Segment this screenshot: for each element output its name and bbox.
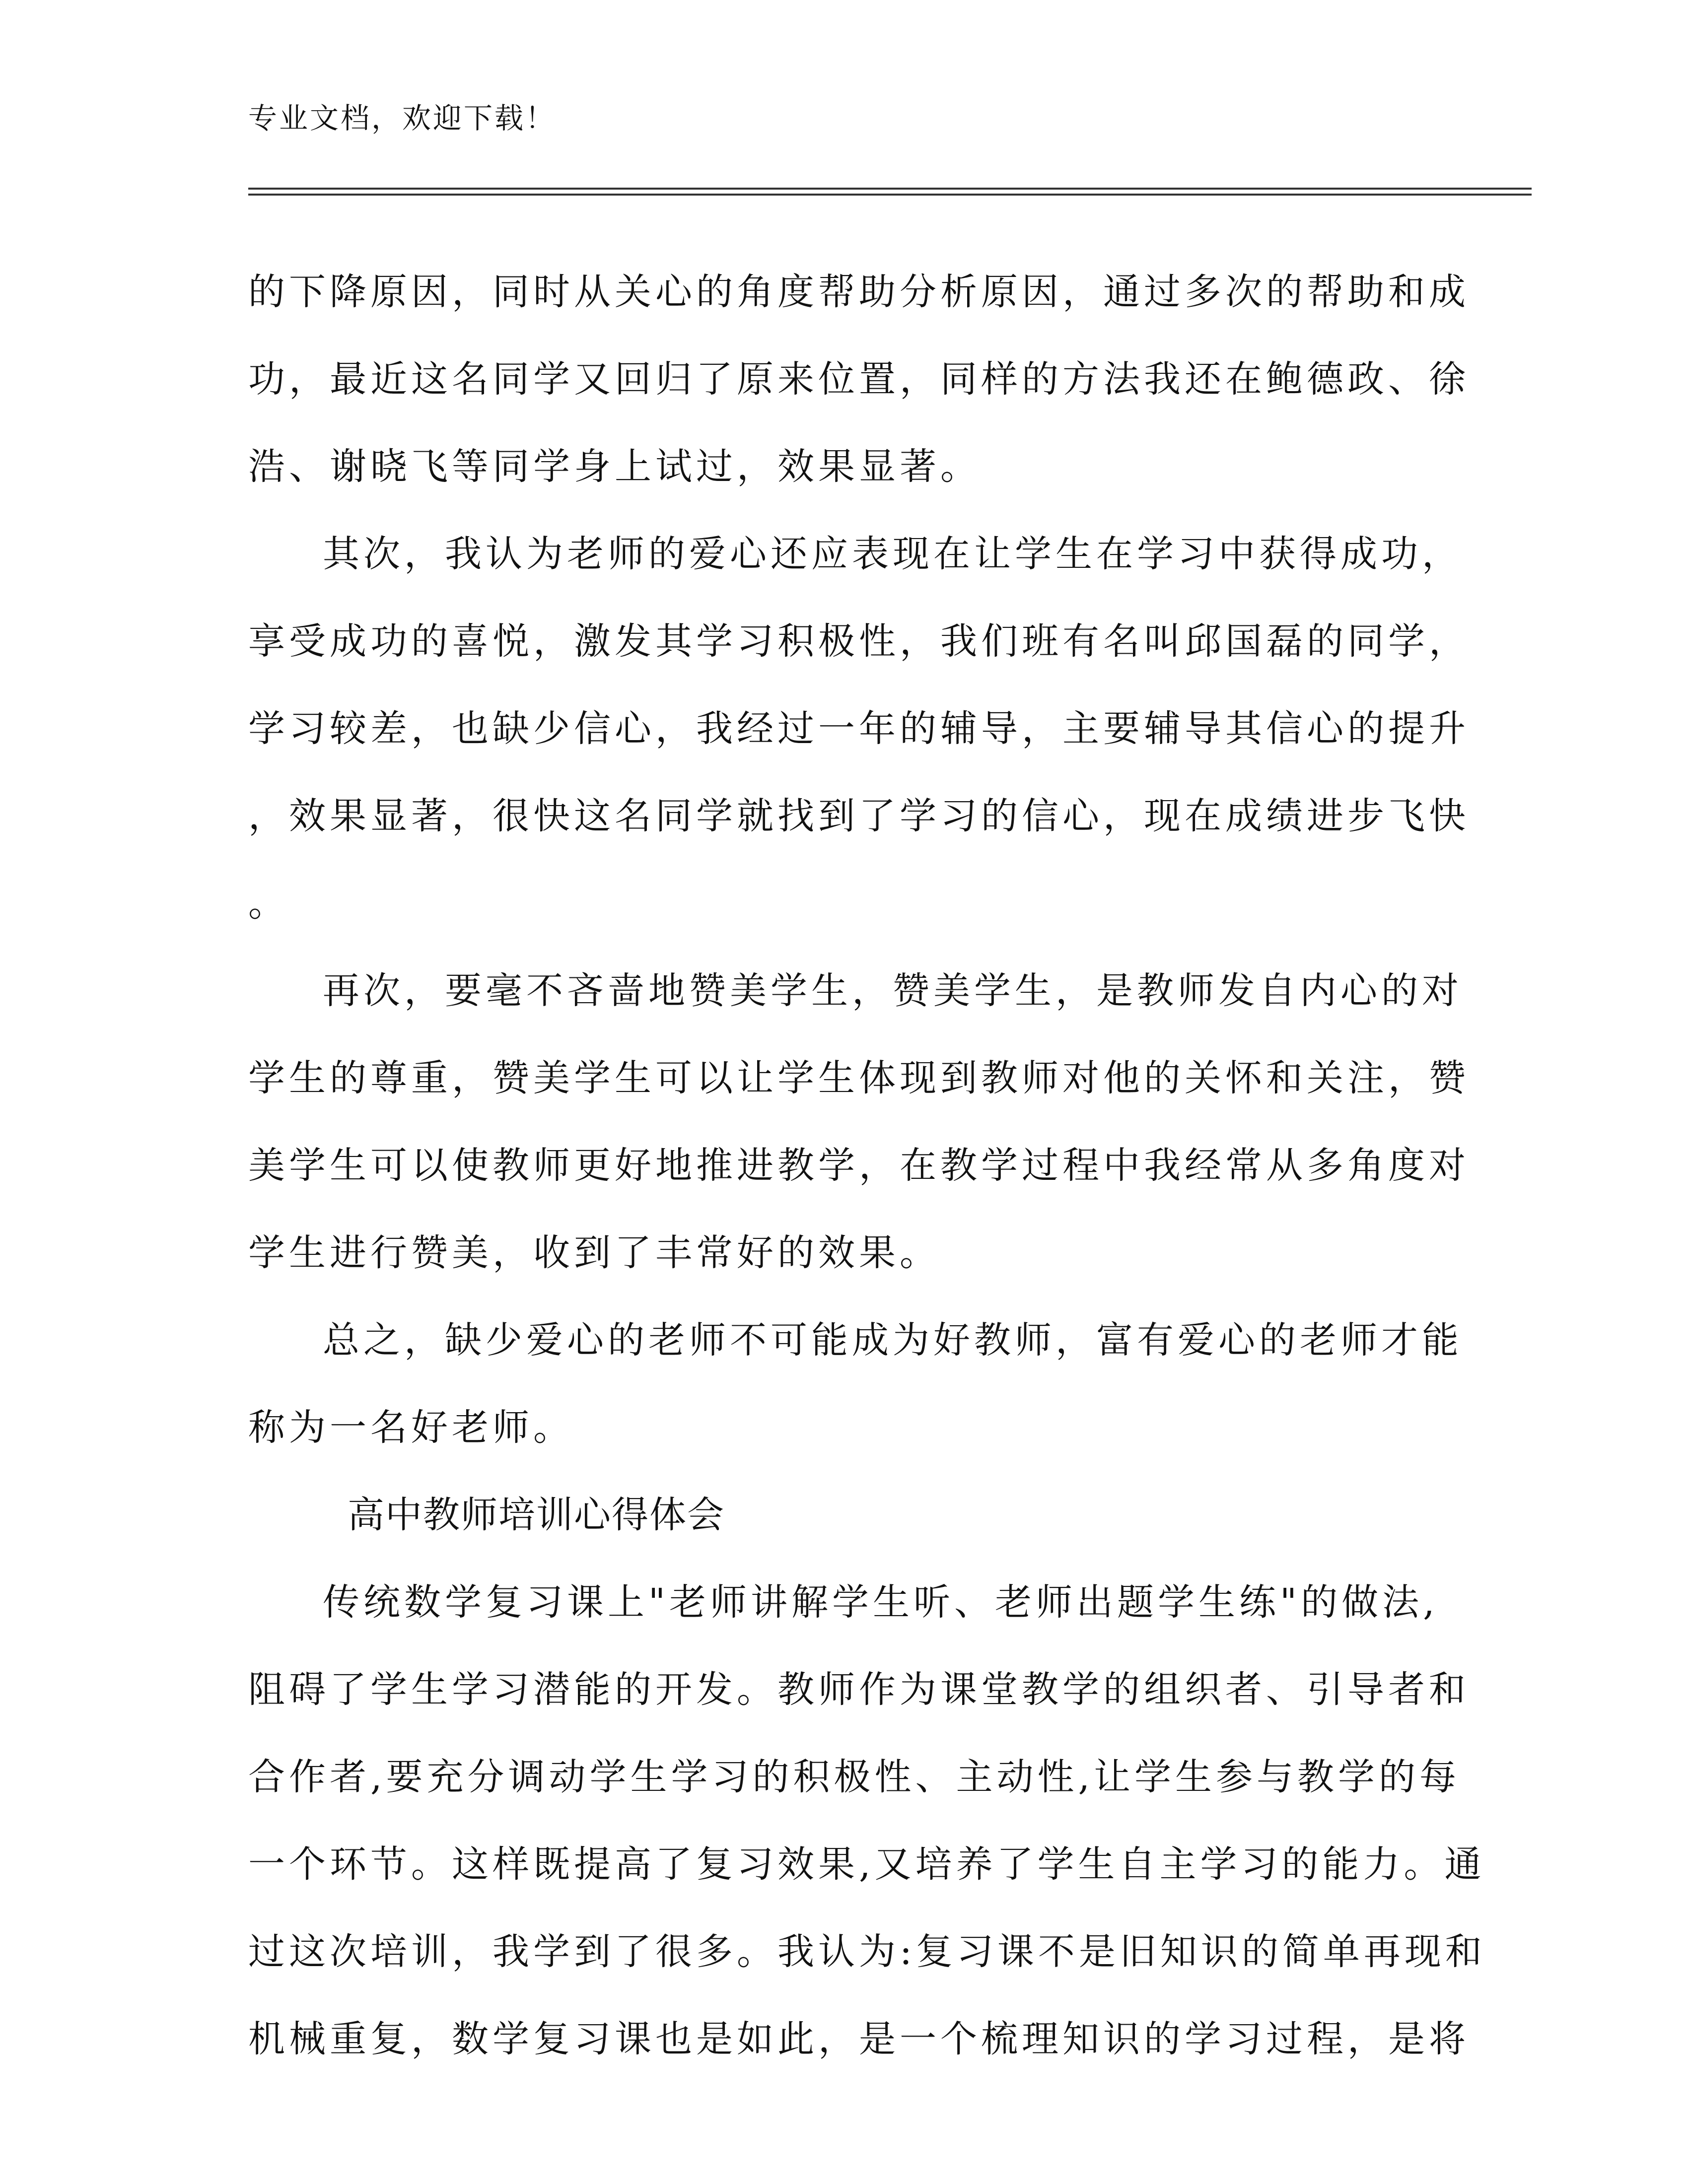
text-line: 合作者,要充分调动学生学习的积极性、主动性,让学生参与教学的每 [248,1756,1461,1798]
text-line: 浩、谢晓飞等同学身上试过，效果显著。 [248,445,981,488]
text-line: 阻碍了学生学习潜能的开发。教师作为课堂教学的组织者、引导者和 [248,1668,1470,1711]
text-line: 功，最近这名同学又回归了原来位置，同样的方法我还在鲍德政、徐 [248,358,1470,401]
text-line: 学生的尊重，赞美学生可以让学生体现到教师对他的关怀和关注，赞 [248,1057,1470,1099]
text-line: 学生进行赞美，收到了丰常好的效果。 [248,1231,940,1274]
text-line: 再次，要毫不吝啬地赞美学生，赞美学生，是教师发自内心的对 [323,969,1463,1012]
text-line: 美学生可以使教师更好地推进教学，在教学过程中我经常从多角度对 [248,1144,1470,1187]
text-line: 过这次培训，我学到了很多。我认为:复习课不是旧知识的简单再现和 [248,1930,1486,1973]
document-body [248,248,1486,2083]
text-line: 其次，我认为老师的爱心还应表现在让学生在学习中获得成功， [323,533,1463,575]
text-line: 一个环节。这样既提高了复习效果,又培养了学生自主学习的能力。通 [248,1843,1485,1886]
text-line: ，效果显著，很快这名同学就找到了学习的信心，现在成绩进步飞快 [248,795,1470,837]
text-line: 的下降原因，同时从关心的角度帮助分析原因，通过多次的帮助和成 [248,271,1470,313]
header-rule-bottom [248,194,1532,196]
text-line: 总之，缺少爱心的老师不可能成为好教师，富有爱心的老师才能 [323,1319,1463,1362]
text-line: 机械重复，数学复习课也是如此，是一个梳理知识的学习过程，是将 [248,2018,1470,2060]
section-title: 高中教师培训心得体会 [348,1494,725,1536]
text-line: 学习较差，也缺少信心，我经过一年的辅导，主要辅导其信心的提升 [248,707,1470,750]
text-line: 称为一名好老师。 [248,1406,574,1449]
header-rule-top [248,188,1532,190]
text-line: 传统数学复习课上"老师讲解学生听、老师出题学生练"的做法, [323,1581,1439,1624]
text-line: 。 [248,882,289,925]
page-header: 专业文档，欢迎下载！ [248,101,557,135]
text-line: 享受成功的喜悦，激发其学习积极性，我们班有名叫邱国磊的同学， [248,620,1470,663]
